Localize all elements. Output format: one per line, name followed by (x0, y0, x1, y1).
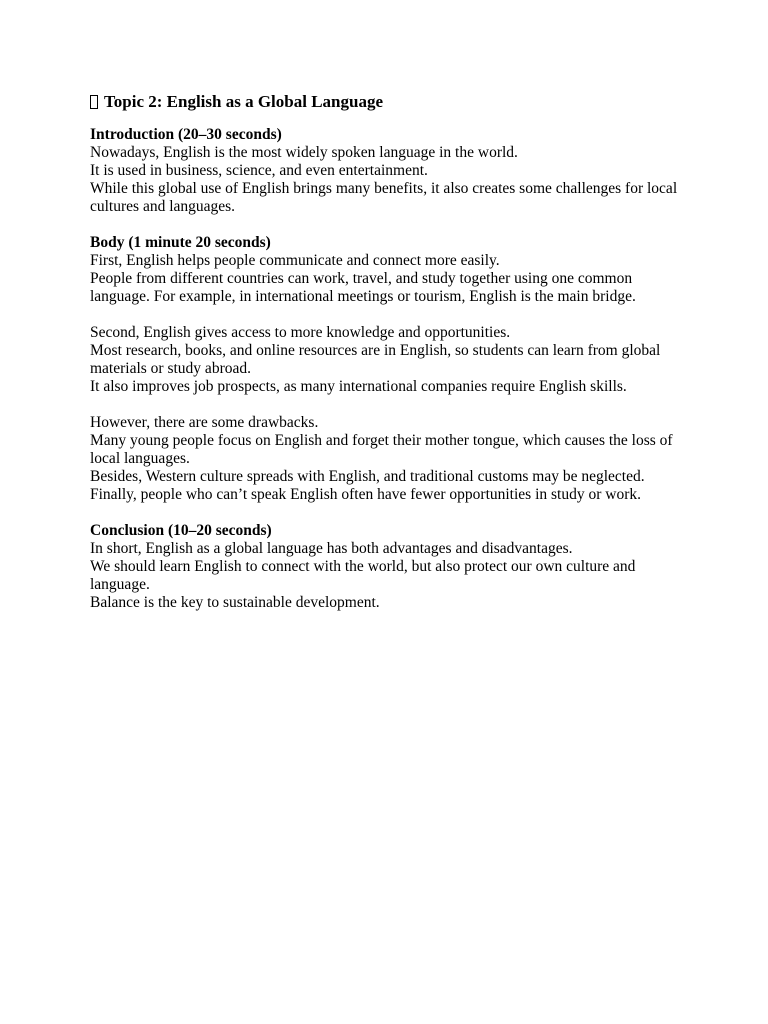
introduction-heading: Introduction (20–30 seconds) (90, 126, 282, 143)
document-title-text: Topic 2: English as a Global Language (104, 92, 384, 111)
body-line: People from different countries can work, travel, and study together using one common language. For example, in international meetings or tourism, English is the main bridge. (90, 270, 636, 305)
body-section (90, 234, 680, 504)
body-line: Most research, books, and online resources are in English, so students can learn from global materials or study abroad. (90, 342, 661, 377)
introduction-section (90, 126, 680, 216)
body-paragraph-3 (90, 414, 680, 504)
conclusion-section (90, 522, 680, 612)
body-line: First, English helps people communicate and connect more easily. (90, 252, 500, 269)
body-heading: Body (1 minute 20 seconds) (90, 234, 271, 251)
body-paragraph-1 (90, 252, 680, 306)
body-line: Finally, people who can’t speak English often have fewer opportunities in study or work. (90, 486, 641, 503)
body-line: Second, English gives access to more knowledge and opportunities. (90, 324, 511, 341)
document-page (90, 90, 680, 630)
body-line: Many young people focus on English and forget their mother tongue, which causes the loss of local languages. (90, 432, 673, 467)
conclusion-line: We should learn English to connect with the world, but also protect our own culture and language. (90, 558, 636, 593)
document-title (90, 90, 680, 114)
conclusion-line: In short, English as a global language has both advantages and disadvantages. (90, 540, 573, 557)
introduction-line: Nowadays, English is the most widely spoken language in the world. (90, 144, 518, 161)
body-paragraph-2 (90, 324, 680, 396)
conclusion-heading: Conclusion (10–20 seconds) (90, 522, 272, 539)
missing-glyph-icon (90, 95, 98, 109)
body-line: Besides, Western culture spreads with English, and traditional customs may be neglected. (90, 468, 645, 485)
introduction-line: While this global use of English brings many benefits, it also creates some challenges for local cultures and languages. (90, 180, 678, 215)
conclusion-line: Balance is the key to sustainable development. (90, 594, 380, 611)
body-line: However, there are some drawbacks. (90, 414, 319, 431)
body-line: It also improves job prospects, as many international companies require English skills. (90, 378, 627, 395)
introduction-line: It is used in business, science, and even entertainment. (90, 162, 428, 179)
